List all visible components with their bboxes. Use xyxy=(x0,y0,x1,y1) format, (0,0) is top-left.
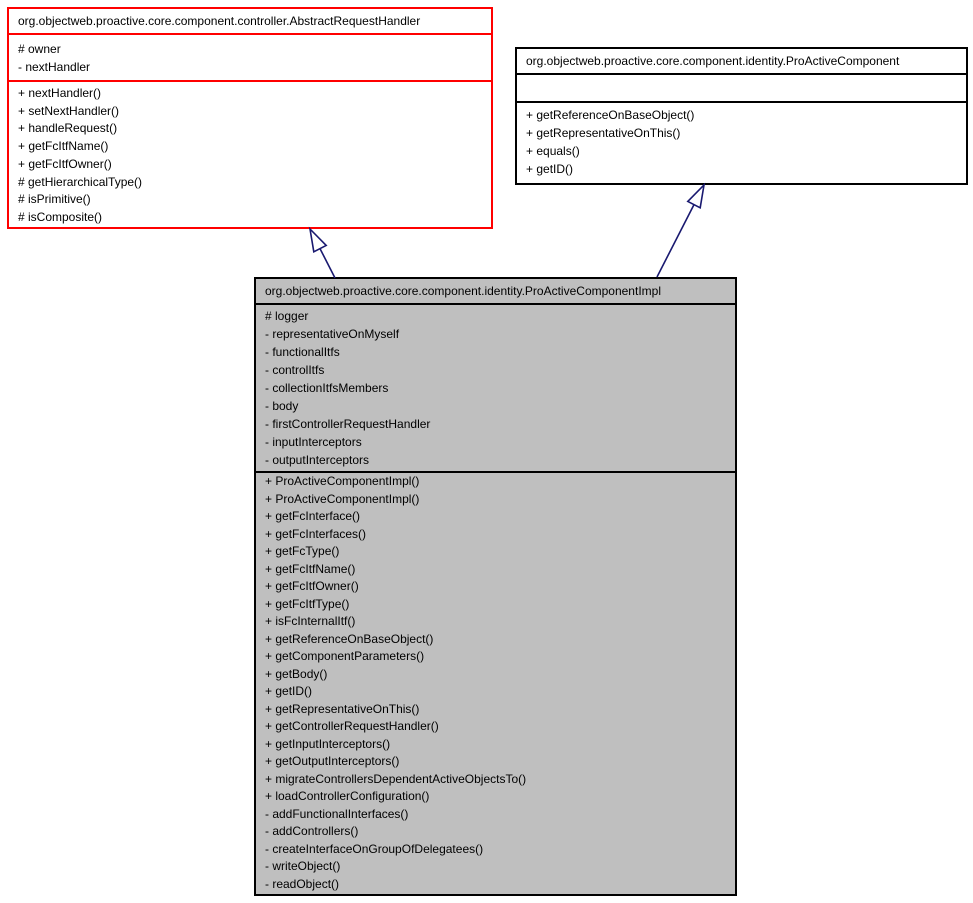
method-item: # isComposite() xyxy=(18,209,103,224)
attribute-item: - outputInterceptors xyxy=(265,453,370,467)
hollow-triangle-arrowhead-icon xyxy=(688,185,704,208)
attribute-item: - nextHandler xyxy=(18,60,91,74)
method-item: + getFcItfOwner() xyxy=(265,579,359,593)
method-item: + getFcItfName() xyxy=(18,139,109,154)
method-item: + getReferenceOnBaseObject() xyxy=(526,108,695,122)
method-item: + getFcInterface() xyxy=(265,509,361,523)
method-item: - writeObject() xyxy=(265,859,341,873)
methods-section xyxy=(256,473,735,894)
class-title: org.objectweb.proactive.core.component.identity.ProActiveComponent xyxy=(517,49,966,75)
attributes-section xyxy=(256,305,735,473)
class-box-abstract-request-handler[interactable] xyxy=(7,7,493,229)
method-item: # isPrimitive() xyxy=(18,192,91,207)
attributes-section xyxy=(517,75,966,103)
method-item: + ProActiveComponentImpl() xyxy=(265,491,420,506)
hollow-triangle-arrowhead-icon xyxy=(310,229,326,252)
inheritance-arrow-to-proactive-component xyxy=(657,185,704,277)
method-item: + getComponentParameters() xyxy=(265,649,425,663)
methods-section xyxy=(9,82,491,227)
class-title: org.objectweb.proactive.core.component.controller.AbstractRequestHandler xyxy=(9,9,491,35)
method-item: + getOutputInterceptors() xyxy=(265,754,400,768)
class-box-proactive-component[interactable] xyxy=(515,47,968,185)
method-item: + getRepresentativeOnThis() xyxy=(526,126,681,140)
method-item: + getFcItfName() xyxy=(265,561,356,576)
method-item: + equals() xyxy=(526,144,580,158)
method-item: + ProActiveComponentImpl() xyxy=(265,474,420,488)
method-item: + isFcInternalItf() xyxy=(265,614,356,628)
attribute-item: - inputInterceptors xyxy=(265,435,362,449)
attribute-item: # logger xyxy=(265,309,309,323)
method-item: + loadControllerConfiguration() xyxy=(265,789,430,803)
attributes-section xyxy=(9,35,491,82)
method-item: + getRepresentativeOnThis() xyxy=(265,701,420,716)
method-item: # getHierarchicalType() xyxy=(18,174,143,189)
method-item: + nextHandler() xyxy=(18,86,102,100)
attribute-item: - firstControllerRequestHandler xyxy=(265,417,431,431)
attribute-item: - functionalItfs xyxy=(265,345,340,359)
method-item: + getID() xyxy=(526,162,574,176)
attribute-item: - representativeOnMyself xyxy=(265,327,400,341)
method-item: + getID() xyxy=(265,684,313,698)
method-item: - addFunctionalInterfaces() xyxy=(265,806,409,821)
method-item: + getFcItfType() xyxy=(265,596,350,611)
inheritance-arrow-to-abstract-request-handler xyxy=(310,229,335,278)
method-item: + getReferenceOnBaseObject() xyxy=(265,631,434,646)
method-item: - addControllers() xyxy=(265,824,359,838)
method-item: + handleRequest() xyxy=(18,121,118,136)
method-item: + setNextHandler() xyxy=(18,103,120,118)
methods-section xyxy=(517,103,966,181)
method-item: - createInterfaceOnGroupOfDelegatees() xyxy=(265,841,484,856)
class-title: org.objectweb.proactive.core.component.identity.ProActiveComponentImpl xyxy=(256,279,735,305)
method-item: - readObject() xyxy=(265,876,340,891)
class-box-proactive-component-impl xyxy=(254,277,737,896)
method-item: + getControllerRequestHandler() xyxy=(265,719,439,733)
method-item: + migrateControllersDependentActiveObjectsTo() xyxy=(265,771,527,786)
attribute-item: - controlItfs xyxy=(265,363,325,377)
method-item: + getBody() xyxy=(265,666,328,681)
attribute-item: # owner xyxy=(18,42,61,56)
method-item: + getFcType() xyxy=(265,544,340,558)
attribute-item: - collectionItfsMembers xyxy=(265,381,389,395)
method-item: + getFcInterfaces() xyxy=(265,526,367,541)
method-item: + getFcItfOwner() xyxy=(18,156,112,171)
attribute-item: - body xyxy=(265,399,299,413)
method-item: + getInputInterceptors() xyxy=(265,736,391,751)
